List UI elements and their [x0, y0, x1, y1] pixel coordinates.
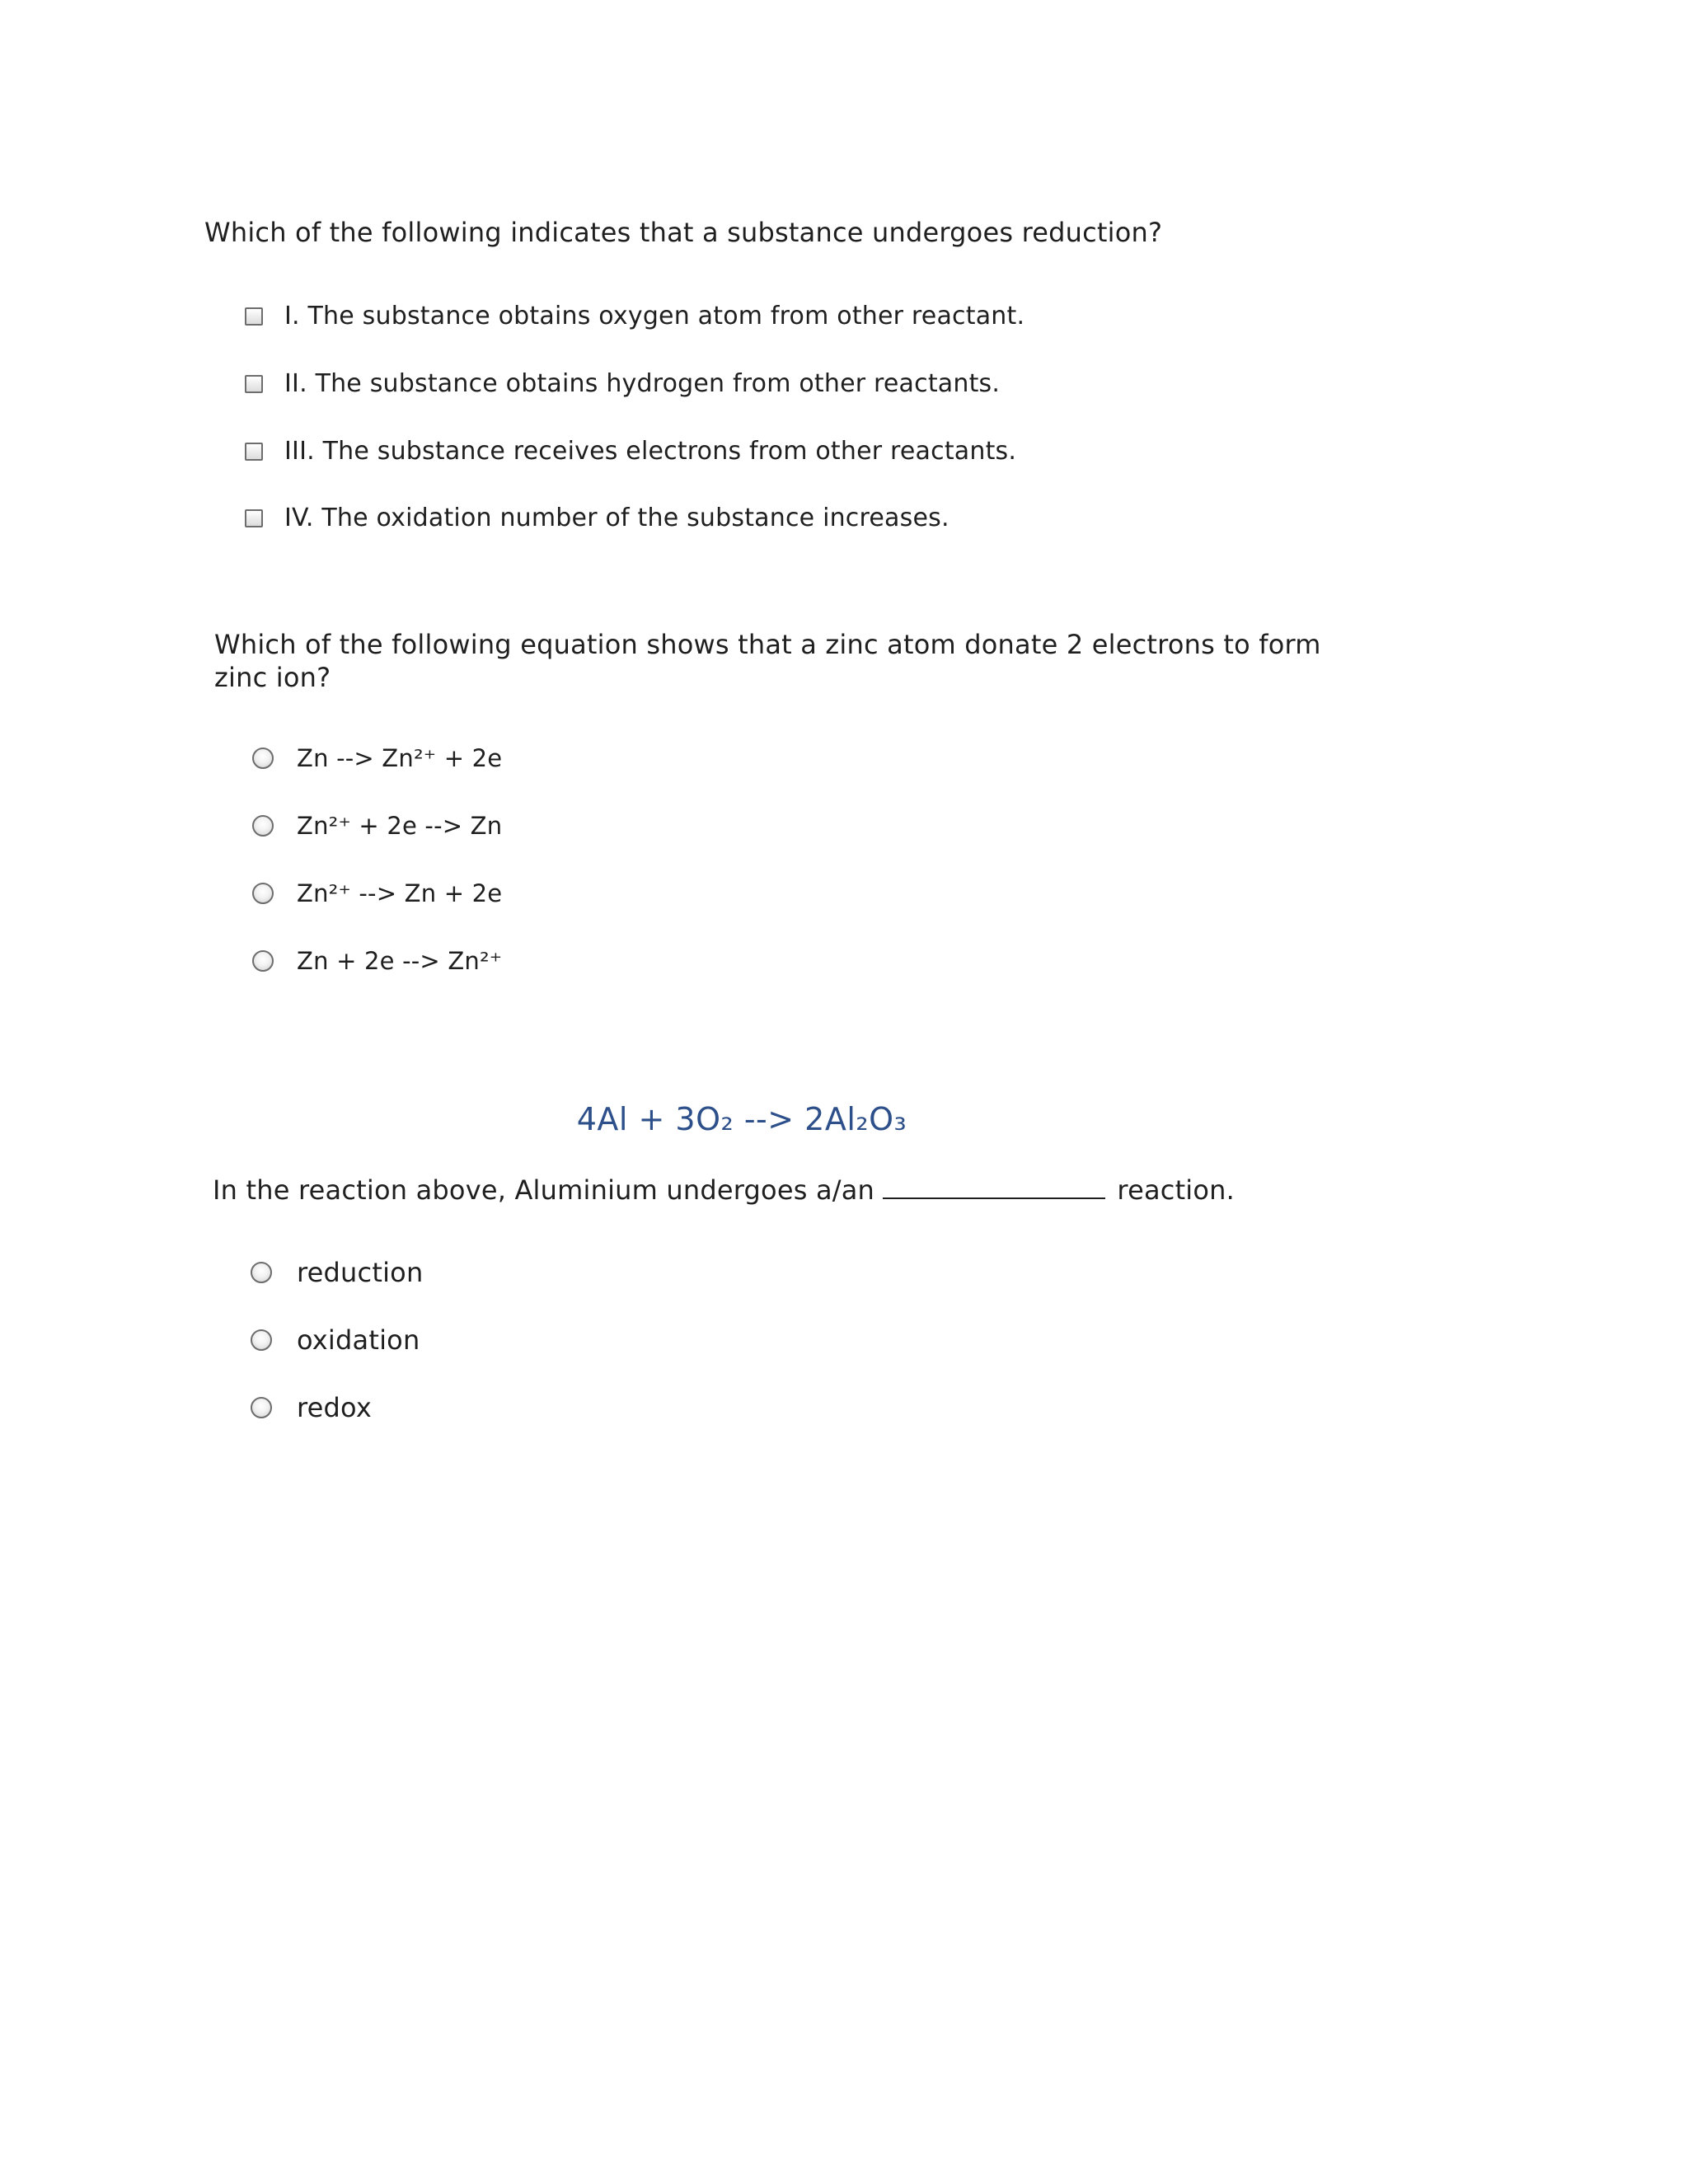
question-1-option-3[interactable] — [245, 434, 1016, 470]
question-1-option-2[interactable] — [245, 366, 1000, 402]
question-2-option-1[interactable] — [252, 740, 502, 776]
option-label: reduction — [297, 1257, 424, 1288]
radio-button[interactable] — [251, 1329, 272, 1351]
option-label: II. The substance obtains hydrogen from other reactants. — [284, 369, 1001, 398]
question-2-prompt-line-2: zinc ion? — [214, 662, 331, 693]
question-1-option-4[interactable] — [245, 500, 950, 537]
question-3-prompt-after: reaction. — [1117, 1174, 1236, 1206]
radio-button[interactable] — [252, 748, 274, 769]
option-label: redox — [297, 1392, 372, 1423]
radio-button[interactable] — [251, 1397, 272, 1418]
option-label: Zn + 2e --> Zn²⁺ — [297, 947, 503, 975]
option-label: III. The substance receives electrons from other reactants. — [284, 437, 1017, 466]
option-label: I. The substance obtains oxygen atom from other reactant. — [284, 302, 1025, 330]
reaction-equation: 4Al + 3O₂ --> 2Al₂O₃ — [576, 1101, 907, 1137]
question-2-prompt-line-1: Which of the following equation shows that a zinc atom donate 2 electrons to form — [214, 629, 1321, 660]
question-2-option-2[interactable] — [252, 808, 502, 844]
question-3-option-2[interactable] — [251, 1322, 420, 1358]
option-label: Zn²⁺ --> Zn + 2e — [297, 879, 503, 907]
question-3-option-3[interactable] — [251, 1390, 372, 1426]
question-3-prompt-before: In the reaction above, Aluminium undergoes a/an — [213, 1174, 875, 1206]
checkbox[interactable] — [245, 375, 263, 393]
question-2-option-3[interactable] — [252, 875, 502, 912]
radio-button[interactable] — [252, 815, 274, 837]
answer-blank — [883, 1176, 1105, 1199]
radio-button[interactable] — [252, 883, 274, 904]
question-2-option-4[interactable] — [252, 943, 502, 979]
option-label: Zn²⁺ + 2e --> Zn — [297, 812, 503, 840]
radio-button[interactable] — [252, 950, 274, 972]
radio-button[interactable] — [251, 1262, 272, 1283]
checkbox[interactable] — [245, 307, 263, 326]
question-1-option-1[interactable] — [245, 298, 1025, 335]
question-1-prompt: Which of the following indicates that a substance undergoes reduction? — [204, 217, 1163, 248]
checkbox[interactable] — [245, 443, 263, 461]
question-3-option-1[interactable] — [251, 1254, 423, 1291]
checkbox[interactable] — [245, 509, 263, 527]
option-label: Zn --> Zn²⁺ + 2e — [297, 744, 503, 772]
option-label: oxidation — [297, 1324, 420, 1356]
option-label: IV. The oxidation number of the substance increases. — [284, 504, 950, 532]
question-3-prompt — [213, 1174, 1235, 1207]
